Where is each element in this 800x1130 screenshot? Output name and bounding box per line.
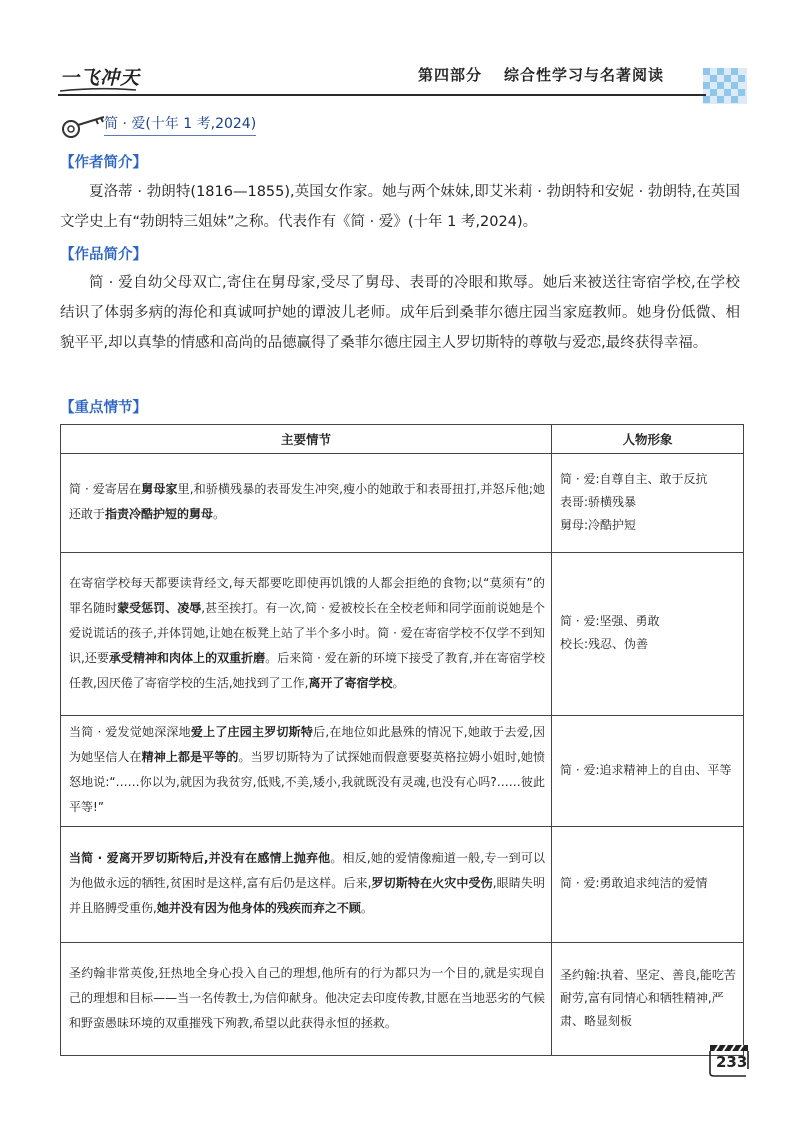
key-plots-table xyxy=(60,424,744,1056)
plot-text: ,眼睛失明并且胳膊受重伤, xyxy=(69,876,545,915)
table-row xyxy=(61,716,744,827)
table-row xyxy=(61,454,744,553)
plot-text: 。当罗切斯特为了试探她而假意要娶英格拉姆小姐时,她愤怒地说:“……你以为,就因为我贫穷,低贱,不美,矮小,我就既没有灵魂,也没有心吗?……彼此平等!” xyxy=(69,750,545,814)
plot-emphasis: 精神上都是平等的 xyxy=(141,750,239,764)
plot-text: 当简 · 爱发觉她深深地 xyxy=(69,725,191,739)
character-cell xyxy=(552,553,744,716)
author-intro-text: 夏洛蒂 · 勃朗特(1816—1855),英国女作家。她与两个妹妹,即艾米莉 · 勃朗特和安妮 · 勃朗特,在英国文学史上有“勃朗特三姐妹”之称。代表作有《简 · 爱》(十年 1 考,2024)。 xyxy=(60,184,740,230)
plot-cell xyxy=(61,454,552,553)
plot-emphasis: 爱上了庄园主罗切斯特 xyxy=(190,725,314,739)
character-cell xyxy=(552,827,744,943)
section-title xyxy=(418,64,664,85)
plot-emphasis: 当简 · 爱离开罗切斯特后,并没有在感情上抛弃他 xyxy=(69,851,331,865)
plot-cell xyxy=(61,553,552,716)
character-trait: 表哥:骄横残暴 xyxy=(560,494,637,509)
character-cell xyxy=(552,454,744,553)
plot-emphasis: 舅母家 xyxy=(141,482,178,496)
character-trait: 校长:残忍、伪善 xyxy=(560,637,649,651)
plot-text: 。相反,她的爱情像痴道一般,专一到可以为他做永远的牺牲,贫困时是这样,富有后仍是这样。后来, xyxy=(69,851,545,890)
plot-emphasis: 指责冷酷护短的舅母 xyxy=(105,507,214,521)
book-title: 简 · 爱(十年 1 考,2024) xyxy=(104,113,256,136)
plot-text: 圣约翰非常英俊,狂热地全身心投入自己的理想,他所有的行为都只为一个目的,就是实现自己的理想和目标——当一名传教士,为信仰献身。他决定去印度传教,甘愿在当地恶劣的气候和野蛮愚昧环境的双重摧残下殉教,希望以此获得永恒的拯救。 xyxy=(69,965,545,1030)
column-header-plot: 主要情节 xyxy=(61,425,552,454)
brand-logo: 一飞冲天 xyxy=(60,67,141,89)
character-trait: 简 · 爱:自尊自主、敢于反抗 xyxy=(560,471,708,486)
plot-text: 在寄宿学校每天都要读背经文,每天都要吃即使再饥饿的人都会拒绝的食物;以“莫须有”的罪名随时 xyxy=(69,575,545,615)
work-intro-text: 简 · 爱自幼父母双亡,寄住在舅母家,受尽了舅母、表哥的冷眼和欺辱。她后来被送往寄宿学校,在学校结识了体弱多病的海伦和真诚呵护她的谭波儿老师。成年后到桑菲尔德庄园当家庭教师。她身份低微、相貌平平,却以真挚的情感和高尚的品德赢得了桑菲尔德庄园主人罗切斯特的尊敬与爱恋,最终获得幸福。 xyxy=(60,275,740,351)
brand-swoosh-icon xyxy=(58,87,138,93)
table-row xyxy=(61,943,744,1056)
plot-cell xyxy=(61,827,552,943)
key-icon xyxy=(60,112,108,142)
key-plots-label: 【重点情节】 xyxy=(60,400,147,416)
character-trait: 简 · 爱:坚强、勇敢 xyxy=(560,614,660,628)
plot-text: 。 xyxy=(360,901,373,915)
plot-text: 。后来简 · 爱在新的环境下接受了教育,并在寄宿学校任教,因厌倦了寄宿学校的生活,她找到了工作, xyxy=(69,650,545,690)
page-header xyxy=(0,0,800,110)
checker-decoration-icon xyxy=(703,68,747,104)
plot-emphasis: 她并没有因为他身体的残疾而弃之不顾 xyxy=(156,901,361,915)
character-trait: 简 · 爱:追求精神上的自由、平等 xyxy=(560,762,732,777)
plot-text: 简 · 爱寄居在 xyxy=(69,482,142,496)
work-intro-label: 【作品简介】 xyxy=(60,247,147,263)
plot-emphasis: 承受精神和肉体上的双重折磨 xyxy=(108,650,266,665)
part-label: 第四部分 xyxy=(418,66,483,84)
plot-text: 。 xyxy=(392,675,405,690)
plot-cell xyxy=(61,716,552,827)
table-row xyxy=(61,827,744,943)
plot-text: 后,在地位如此悬殊的情况下,她敢于去爱,因为她坚信人在 xyxy=(69,725,545,764)
plot-text: 。 xyxy=(213,507,226,521)
character-trait: 舅母:冷酷护短 xyxy=(560,517,637,532)
plot-cell xyxy=(61,943,552,1056)
author-intro-label: 【作者简介】 xyxy=(60,155,147,171)
character-cell xyxy=(552,716,744,827)
column-header-character: 人物形象 xyxy=(552,425,744,454)
plot-emphasis: 罗切斯特在火灾中受伤 xyxy=(371,876,493,890)
header-divider xyxy=(58,94,706,96)
plot-emphasis: 离开了寄宿学校 xyxy=(308,675,393,690)
character-trait: 简 · 爱:勇敢追求纯洁的爱情 xyxy=(560,876,708,890)
character-trait: 圣约翰:执着、坚定、善良,能吃苦耐劳,富有同情心和牺牲精神,严肃、略显刻板 xyxy=(560,967,736,1028)
section-label: 综合性学习与名著阅读 xyxy=(504,66,665,84)
table-row xyxy=(61,553,744,716)
plot-emphasis: 蒙受惩罚、凌辱 xyxy=(117,600,202,615)
plot-text: ,甚至挨打。有一次,简 · 爱被校长在全校老师和同学面前说她是个爱说谎话的孩子,并体罚她,让她在板凳上站了半个多小时。简 · 爱在寄宿学校不仅学不到知识,还要 xyxy=(69,600,545,665)
table-header-row xyxy=(61,425,744,454)
page-number: 233 xyxy=(716,1053,748,1071)
plot-text: 里,和骄横残暴的表哥发生冲突,瘦小的她敢于和表哥扭打,并怒斥他;她还敢于 xyxy=(69,482,545,521)
